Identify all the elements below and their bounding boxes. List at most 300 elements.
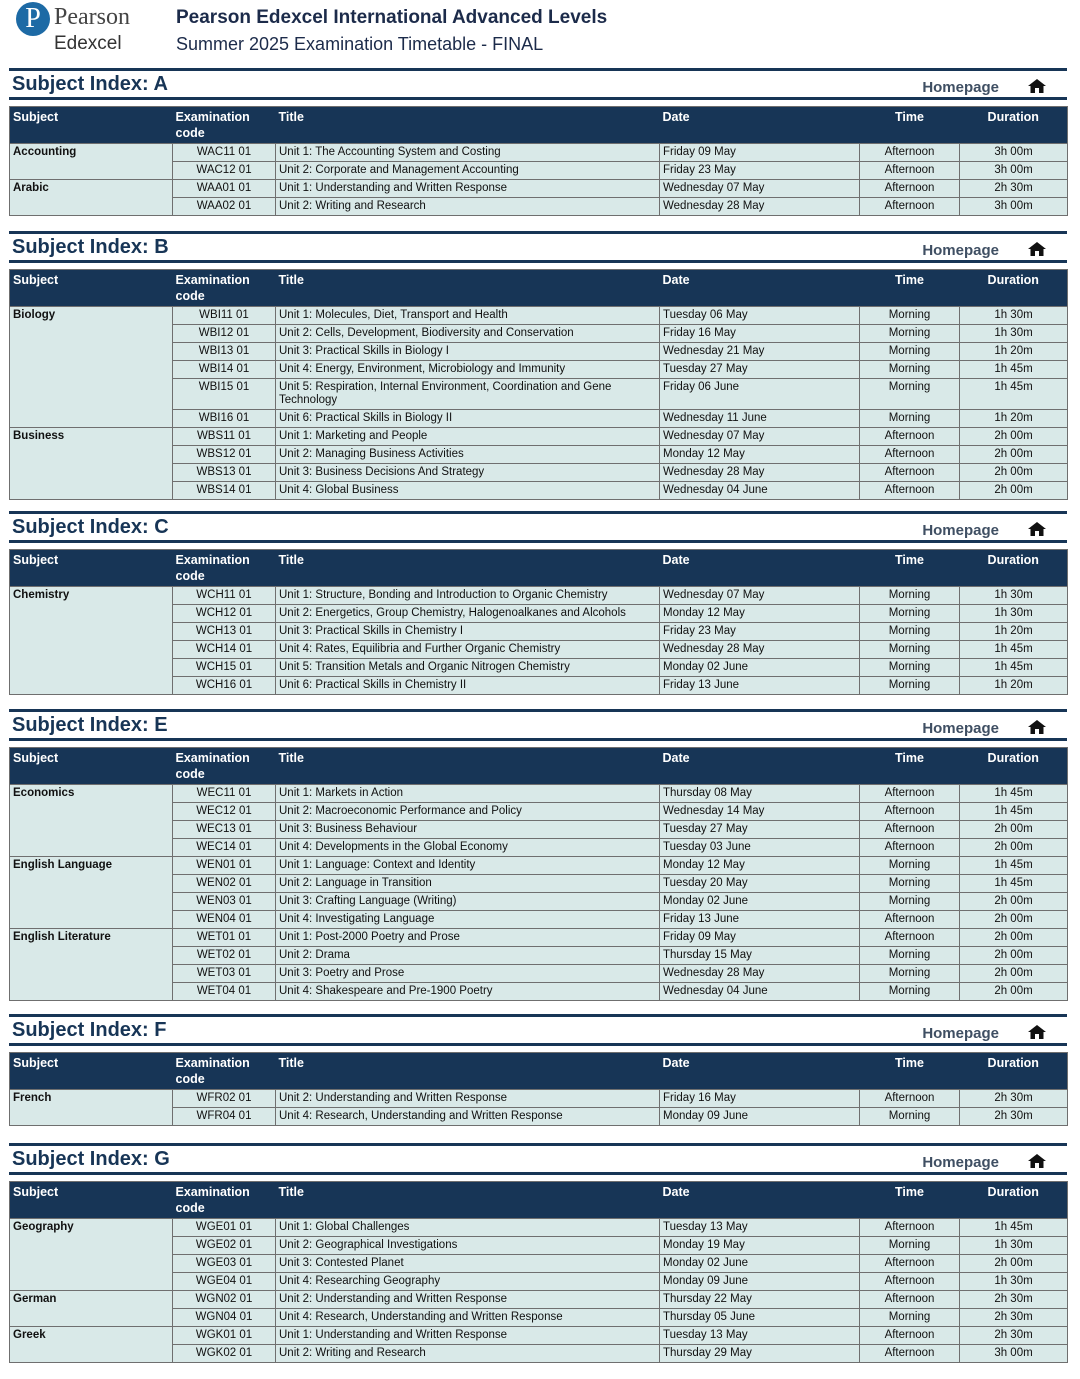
- home-icon[interactable]: [1027, 1153, 1047, 1169]
- col-exam-code: [173, 270, 276, 307]
- table-row: [10, 623, 1068, 641]
- exam-time-cell: Afternoon: [860, 785, 960, 803]
- col-time: Time: [895, 273, 924, 287]
- exam-code-cell: WGK01 01: [173, 1327, 276, 1345]
- col-title: Title: [278, 273, 304, 287]
- exam-code-cell: WET02 01: [173, 947, 276, 965]
- homepage-link[interactable]: Homepage: [922, 242, 999, 259]
- homepage-link[interactable]: Homepage: [922, 522, 999, 539]
- exam-duration-cell: 2h 00m: [960, 1255, 1068, 1273]
- col-time: Time: [895, 751, 924, 765]
- exam-duration-cell: 2h 00m: [960, 821, 1068, 839]
- exam-date-cell: Tuesday 13 May: [660, 1327, 860, 1345]
- section-header-bar: [9, 709, 1067, 741]
- exam-duration-cell: 1h 45m: [960, 1219, 1068, 1237]
- exam-table: [9, 549, 1068, 695]
- section-title: Subject Index: G: [12, 1148, 170, 1170]
- exam-duration-cell: 1h 45m: [960, 785, 1068, 803]
- exam-code-cell: WBS14 01: [173, 482, 276, 500]
- section-title: Subject Index: E: [12, 714, 168, 736]
- section-b: [9, 231, 1067, 500]
- exam-date-cell: Wednesday 11 June: [660, 410, 860, 428]
- exam-title-cell: Unit 2: Understanding and Written Response: [276, 1291, 660, 1309]
- table-header-row: [10, 107, 1068, 144]
- exam-duration-cell: 3h 00m: [960, 144, 1068, 162]
- exam-code-cell: WGN02 01: [173, 1291, 276, 1309]
- exam-title-cell: Unit 4: Rates, Equilibria and Further Organic Chemistry: [276, 641, 660, 659]
- exam-date-cell: Monday 02 June: [660, 893, 860, 911]
- exam-time-cell: Afternoon: [860, 180, 960, 198]
- table-row: [10, 677, 1068, 695]
- exam-code-cell: WBI15 01: [173, 379, 276, 410]
- exam-title-cell: Unit 1: Understanding and Written Response: [276, 1327, 660, 1345]
- table-row: [10, 1255, 1068, 1273]
- exam-time-cell: Afternoon: [860, 929, 960, 947]
- homepage-link[interactable]: Homepage: [922, 1154, 999, 1171]
- subject-cell: [10, 325, 173, 343]
- exam-date-cell: Monday 19 May: [660, 1237, 860, 1255]
- home-icon[interactable]: [1027, 1024, 1047, 1040]
- subject-cell: [10, 464, 173, 482]
- document-subtitle: Summer 2025 Examination Timetable - FINAL: [176, 34, 544, 54]
- exam-duration-cell: 2h 00m: [960, 965, 1068, 983]
- exam-title-cell: Unit 3: Practical Skills in Biology I: [276, 343, 660, 361]
- exam-time-cell: Morning: [860, 379, 960, 410]
- col-exam-code-line1: Examination: [175, 1056, 250, 1070]
- table-row: [10, 1090, 1068, 1108]
- table-row: [10, 482, 1068, 500]
- exam-date-cell: Tuesday 03 June: [660, 839, 860, 857]
- table-header-row: [10, 1182, 1068, 1219]
- col-exam-code: [173, 107, 276, 144]
- subject-cell: Arabic: [10, 180, 173, 198]
- table-header-row: [10, 1053, 1068, 1090]
- exam-title-cell: Unit 3: Crafting Language (Writing): [276, 893, 660, 911]
- subject-cell: [10, 482, 173, 500]
- table-row: [10, 839, 1068, 857]
- exam-time-cell: Morning: [860, 605, 960, 623]
- exam-duration-cell: 1h 30m: [960, 307, 1068, 325]
- col-exam-code: [173, 550, 276, 587]
- exam-time-cell: Morning: [860, 965, 960, 983]
- col-title: Title: [278, 553, 304, 567]
- exam-date-cell: Wednesday 07 May: [660, 428, 860, 446]
- table-row: [10, 965, 1068, 983]
- col-exam-code-line2: code: [175, 289, 205, 303]
- col-time: Time: [895, 110, 924, 124]
- col-exam-code: [173, 1182, 276, 1219]
- exam-time-cell: Morning: [860, 1108, 960, 1126]
- exam-code-cell: WBI16 01: [173, 410, 276, 428]
- table-row: [10, 857, 1068, 875]
- table-row: [10, 446, 1068, 464]
- table-row: [10, 821, 1068, 839]
- exam-duration-cell: 1h 20m: [960, 410, 1068, 428]
- section-header-bar: [9, 68, 1067, 100]
- exam-title-cell: Unit 4: Research, Understanding and Written Response: [276, 1108, 660, 1126]
- exam-code-cell: WET03 01: [173, 965, 276, 983]
- subject-cell: Accounting: [10, 144, 173, 162]
- exam-code-cell: WEN04 01: [173, 911, 276, 929]
- exam-time-cell: Morning: [860, 587, 960, 605]
- exam-title-cell: Unit 1: Understanding and Written Response: [276, 180, 660, 198]
- exam-date-cell: Thursday 05 June: [660, 1309, 860, 1327]
- exam-table: [9, 1052, 1068, 1126]
- exam-duration-cell: 3h 00m: [960, 198, 1068, 216]
- table-row: [10, 1309, 1068, 1327]
- table-row: [10, 1345, 1068, 1363]
- subject-cell: [10, 821, 173, 839]
- col-exam-code-line2: code: [175, 767, 205, 781]
- table-row: [10, 162, 1068, 180]
- exam-title-cell: Unit 4: Global Business: [276, 482, 660, 500]
- col-title: Title: [278, 751, 304, 765]
- exam-table: [9, 1181, 1068, 1363]
- subject-cell: [10, 361, 173, 379]
- exam-date-cell: Wednesday 28 May: [660, 965, 860, 983]
- exam-date-cell: Thursday 15 May: [660, 947, 860, 965]
- col-date: Date: [662, 110, 690, 124]
- exam-code-cell: WFR04 01: [173, 1108, 276, 1126]
- subject-cell: English Language: [10, 857, 173, 875]
- exam-code-cell: WAC12 01: [173, 162, 276, 180]
- exam-code-cell: WEN03 01: [173, 893, 276, 911]
- exam-date-cell: Wednesday 28 May: [660, 198, 860, 216]
- table-header-row: [10, 748, 1068, 785]
- home-icon[interactable]: [1027, 78, 1047, 94]
- subject-cell: [10, 1237, 173, 1255]
- exam-duration-cell: 2h 00m: [960, 446, 1068, 464]
- col-subject: Subject: [13, 110, 59, 124]
- subject-cell: [10, 875, 173, 893]
- exam-date-cell: Tuesday 27 May: [660, 821, 860, 839]
- exam-code-cell: WCH13 01: [173, 623, 276, 641]
- subject-cell: Economics: [10, 785, 173, 803]
- exam-code-cell: WCH16 01: [173, 677, 276, 695]
- exam-date-cell: Monday 02 June: [660, 1255, 860, 1273]
- exam-duration-cell: 2h 30m: [960, 1291, 1068, 1309]
- exam-title-cell: Unit 2: Writing and Research: [276, 1345, 660, 1363]
- exam-time-cell: Afternoon: [860, 446, 960, 464]
- subject-cell: [10, 893, 173, 911]
- exam-time-cell: Morning: [860, 947, 960, 965]
- exam-title-cell: Unit 3: Business Decisions And Strategy: [276, 464, 660, 482]
- exam-duration-cell: 1h 45m: [960, 361, 1068, 379]
- col-duration: Duration: [987, 553, 1039, 567]
- table-row: [10, 803, 1068, 821]
- col-time: Time: [895, 1056, 924, 1070]
- col-exam-code-line1: Examination: [175, 1185, 250, 1199]
- exam-code-cell: WFR02 01: [173, 1090, 276, 1108]
- exam-title-cell: Unit 2: Language in Transition: [276, 875, 660, 893]
- table-row: [10, 428, 1068, 446]
- col-exam-code-line2: code: [175, 1201, 205, 1215]
- col-date: Date: [662, 1185, 690, 1199]
- home-icon[interactable]: [1027, 241, 1047, 257]
- exam-duration-cell: 2h 00m: [960, 983, 1068, 1001]
- table-row: [10, 983, 1068, 1001]
- subject-cell: [10, 659, 173, 677]
- exam-duration-cell: 2h 30m: [960, 1327, 1068, 1345]
- home-icon[interactable]: [1027, 719, 1047, 735]
- exam-date-cell: Tuesday 13 May: [660, 1219, 860, 1237]
- subject-cell: Greek: [10, 1327, 173, 1345]
- subject-cell: Biology: [10, 307, 173, 325]
- exam-date-cell: Thursday 22 May: [660, 1291, 860, 1309]
- table-row: [10, 893, 1068, 911]
- exam-title-cell: Unit 1: Post-2000 Poetry and Prose: [276, 929, 660, 947]
- section-title: Subject Index: B: [12, 236, 169, 258]
- table-row: [10, 307, 1068, 325]
- exam-title-cell: Unit 2: Managing Business Activities: [276, 446, 660, 464]
- table-row: [10, 1291, 1068, 1309]
- col-duration: Duration: [987, 1056, 1039, 1070]
- exam-title-cell: Unit 6: Practical Skills in Chemistry II: [276, 677, 660, 695]
- exam-code-cell: WGE03 01: [173, 1255, 276, 1273]
- exam-title-cell: Unit 3: Poetry and Prose: [276, 965, 660, 983]
- subject-cell: [10, 410, 173, 428]
- exam-code-cell: WCH11 01: [173, 587, 276, 605]
- exam-date-cell: Friday 13 June: [660, 911, 860, 929]
- homepage-link[interactable]: Homepage: [922, 79, 999, 96]
- exam-time-cell: Afternoon: [860, 1291, 960, 1309]
- table-row: [10, 1108, 1068, 1126]
- subject-cell: [10, 677, 173, 695]
- table-row: [10, 659, 1068, 677]
- subject-cell: English Literature: [10, 929, 173, 947]
- col-exam-code-line2: code: [175, 1072, 205, 1086]
- exam-time-cell: Afternoon: [860, 839, 960, 857]
- exam-date-cell: Monday 12 May: [660, 446, 860, 464]
- col-title: Title: [278, 1185, 304, 1199]
- exam-time-cell: Afternoon: [860, 144, 960, 162]
- homepage-link[interactable]: Homepage: [922, 720, 999, 737]
- exam-duration-cell: 2h 00m: [960, 839, 1068, 857]
- document-header: [14, 0, 1074, 62]
- exam-date-cell: Wednesday 04 June: [660, 482, 860, 500]
- exam-code-cell: WGE01 01: [173, 1219, 276, 1237]
- col-exam-code: [173, 1053, 276, 1090]
- exam-duration-cell: 1h 20m: [960, 677, 1068, 695]
- subject-cell: Business: [10, 428, 173, 446]
- exam-duration-cell: 2h 00m: [960, 464, 1068, 482]
- subject-cell: [10, 839, 173, 857]
- exam-title-cell: Unit 1: The Accounting System and Costing: [276, 144, 660, 162]
- subject-cell: [10, 198, 173, 216]
- exam-date-cell: Wednesday 04 June: [660, 983, 860, 1001]
- exam-code-cell: WEN01 01: [173, 857, 276, 875]
- subject-cell: [10, 379, 173, 410]
- exam-time-cell: Morning: [860, 623, 960, 641]
- col-time: Time: [895, 1185, 924, 1199]
- exam-code-cell: WEC14 01: [173, 839, 276, 857]
- table-row: [10, 641, 1068, 659]
- exam-code-cell: WBI11 01: [173, 307, 276, 325]
- exam-time-cell: Afternoon: [860, 464, 960, 482]
- section-c: [9, 511, 1067, 695]
- exam-duration-cell: 2h 30m: [960, 1090, 1068, 1108]
- exam-date-cell: Wednesday 07 May: [660, 180, 860, 198]
- exam-title-cell: Unit 4: Energy, Environment, Microbiology and Immunity: [276, 361, 660, 379]
- col-exam-code-line2: code: [175, 126, 205, 140]
- exam-title-cell: Unit 1: Molecules, Diet, Transport and Health: [276, 307, 660, 325]
- exam-title-cell: Unit 4: Developments in the Global Economy: [276, 839, 660, 857]
- exam-code-cell: WEC11 01: [173, 785, 276, 803]
- exam-date-cell: Tuesday 27 May: [660, 361, 860, 379]
- logo-primary: Pearson: [54, 4, 130, 30]
- section-header-bar: [9, 511, 1067, 543]
- exam-duration-cell: 3h 00m: [960, 162, 1068, 180]
- exam-code-cell: WBI12 01: [173, 325, 276, 343]
- exam-title-cell: Unit 4: Investigating Language: [276, 911, 660, 929]
- exam-date-cell: Monday 09 June: [660, 1273, 860, 1291]
- subject-cell: [10, 803, 173, 821]
- table-row: [10, 1219, 1068, 1237]
- section-header-bar: [9, 1143, 1067, 1175]
- exam-code-cell: WBI13 01: [173, 343, 276, 361]
- exam-date-cell: Wednesday 28 May: [660, 641, 860, 659]
- exam-code-cell: WAA01 01: [173, 180, 276, 198]
- exam-title-cell: Unit 1: Structure, Bonding and Introduction to Organic Chemistry: [276, 587, 660, 605]
- exam-date-cell: Thursday 29 May: [660, 1345, 860, 1363]
- exam-title-cell: Unit 4: Researching Geography: [276, 1273, 660, 1291]
- exam-time-cell: Morning: [860, 343, 960, 361]
- col-date: Date: [662, 273, 690, 287]
- table-row: [10, 325, 1068, 343]
- exam-duration-cell: 2h 00m: [960, 428, 1068, 446]
- exam-title-cell: Unit 2: Understanding and Written Response: [276, 1090, 660, 1108]
- col-subject: Subject: [13, 273, 59, 287]
- exam-time-cell: Afternoon: [860, 1219, 960, 1237]
- exam-duration-cell: 1h 45m: [960, 379, 1068, 410]
- exam-title-cell: Unit 2: Cells, Development, Biodiversity and Conservation: [276, 325, 660, 343]
- exam-code-cell: WAC11 01: [173, 144, 276, 162]
- col-exam-code-line2: code: [175, 569, 205, 583]
- exam-duration-cell: 1h 30m: [960, 605, 1068, 623]
- exam-time-cell: Morning: [860, 1309, 960, 1327]
- exam-date-cell: Wednesday 21 May: [660, 343, 860, 361]
- exam-table: [9, 269, 1068, 500]
- exam-duration-cell: 1h 20m: [960, 343, 1068, 361]
- exam-title-cell: Unit 2: Energetics, Group Chemistry, Halogenoalkanes and Alcohols: [276, 605, 660, 623]
- exam-duration-cell: 1h 30m: [960, 1237, 1068, 1255]
- table-row: [10, 1327, 1068, 1345]
- exam-code-cell: WGE04 01: [173, 1273, 276, 1291]
- exam-duration-cell: 2h 30m: [960, 1108, 1068, 1126]
- col-exam-code-line1: Examination: [175, 110, 250, 124]
- exam-time-cell: Morning: [860, 325, 960, 343]
- exam-code-cell: WAA02 01: [173, 198, 276, 216]
- exam-title-cell: Unit 2: Macroeconomic Performance and Policy: [276, 803, 660, 821]
- table-row: [10, 785, 1068, 803]
- exam-date-cell: Wednesday 14 May: [660, 803, 860, 821]
- home-icon[interactable]: [1027, 521, 1047, 537]
- exam-code-cell: WCH14 01: [173, 641, 276, 659]
- exam-time-cell: Morning: [860, 983, 960, 1001]
- exam-time-cell: Morning: [860, 410, 960, 428]
- table-row: [10, 947, 1068, 965]
- exam-date-cell: Wednesday 28 May: [660, 464, 860, 482]
- exam-date-cell: Friday 23 May: [660, 162, 860, 180]
- exam-time-cell: Afternoon: [860, 162, 960, 180]
- exam-duration-cell: 1h 20m: [960, 623, 1068, 641]
- exam-title-cell: Unit 3: Business Behaviour: [276, 821, 660, 839]
- exam-duration-cell: 1h 45m: [960, 803, 1068, 821]
- exam-title-cell: Unit 6: Practical Skills in Biology II: [276, 410, 660, 428]
- col-exam-code-line1: Examination: [175, 751, 250, 765]
- section-header-bar: [9, 1014, 1067, 1046]
- section-e: [9, 709, 1067, 1001]
- exam-duration-cell: 1h 45m: [960, 641, 1068, 659]
- exam-duration-cell: 2h 30m: [960, 1309, 1068, 1327]
- exam-code-cell: WEC13 01: [173, 821, 276, 839]
- exam-table: [9, 106, 1068, 216]
- exam-date-cell: Thursday 08 May: [660, 785, 860, 803]
- exam-time-cell: Afternoon: [860, 911, 960, 929]
- exam-date-cell: Friday 09 May: [660, 144, 860, 162]
- col-time: Time: [895, 553, 924, 567]
- table-row: [10, 144, 1068, 162]
- exam-duration-cell: 2h 00m: [960, 893, 1068, 911]
- pearson-logo-icon: P: [16, 2, 50, 36]
- exam-date-cell: Friday 13 June: [660, 677, 860, 695]
- exam-title-cell: Unit 3: Contested Planet: [276, 1255, 660, 1273]
- table-row: [10, 1237, 1068, 1255]
- subject-cell: [10, 641, 173, 659]
- exam-time-cell: Afternoon: [860, 1090, 960, 1108]
- col-date: Date: [662, 553, 690, 567]
- exam-date-cell: Tuesday 20 May: [660, 875, 860, 893]
- section-a: [9, 68, 1067, 216]
- exam-title-cell: Unit 2: Geographical Investigations: [276, 1237, 660, 1255]
- exam-duration-cell: 1h 30m: [960, 325, 1068, 343]
- subject-cell: Chemistry: [10, 587, 173, 605]
- exam-title-cell: Unit 1: Markets in Action: [276, 785, 660, 803]
- col-title: Title: [278, 1056, 304, 1070]
- table-row: [10, 587, 1068, 605]
- table-row: [10, 343, 1068, 361]
- exam-time-cell: Afternoon: [860, 482, 960, 500]
- homepage-link[interactable]: Homepage: [922, 1025, 999, 1042]
- subject-cell: [10, 605, 173, 623]
- exam-title-cell: Unit 2: Corporate and Management Accounting: [276, 162, 660, 180]
- table-row: [10, 410, 1068, 428]
- exam-code-cell: WGN04 01: [173, 1309, 276, 1327]
- exam-duration-cell: 3h 00m: [960, 1345, 1068, 1363]
- exam-code-cell: WET04 01: [173, 983, 276, 1001]
- col-exam-code-line1: Examination: [175, 553, 250, 567]
- exam-time-cell: Afternoon: [860, 1327, 960, 1345]
- exam-title-cell: Unit 1: Language: Context and Identity: [276, 857, 660, 875]
- col-duration: Duration: [987, 110, 1039, 124]
- table-row: [10, 379, 1068, 410]
- col-date: Date: [662, 1056, 690, 1070]
- subject-cell: [10, 911, 173, 929]
- subject-cell: [10, 1255, 173, 1273]
- subject-cell: [10, 965, 173, 983]
- exam-code-cell: WBS11 01: [173, 428, 276, 446]
- section-title: Subject Index: F: [12, 1019, 167, 1041]
- exam-date-cell: Monday 02 June: [660, 659, 860, 677]
- col-duration: Duration: [987, 1185, 1039, 1199]
- exam-duration-cell: 2h 00m: [960, 929, 1068, 947]
- exam-date-cell: Friday 09 May: [660, 929, 860, 947]
- exam-code-cell: WET01 01: [173, 929, 276, 947]
- exam-duration-cell: 1h 45m: [960, 659, 1068, 677]
- exam-duration-cell: 2h 00m: [960, 482, 1068, 500]
- exam-title-cell: Unit 5: Respiration, Internal Environment, Coordination and Gene Technology: [276, 379, 660, 410]
- exam-title-cell: Unit 2: Drama: [276, 947, 660, 965]
